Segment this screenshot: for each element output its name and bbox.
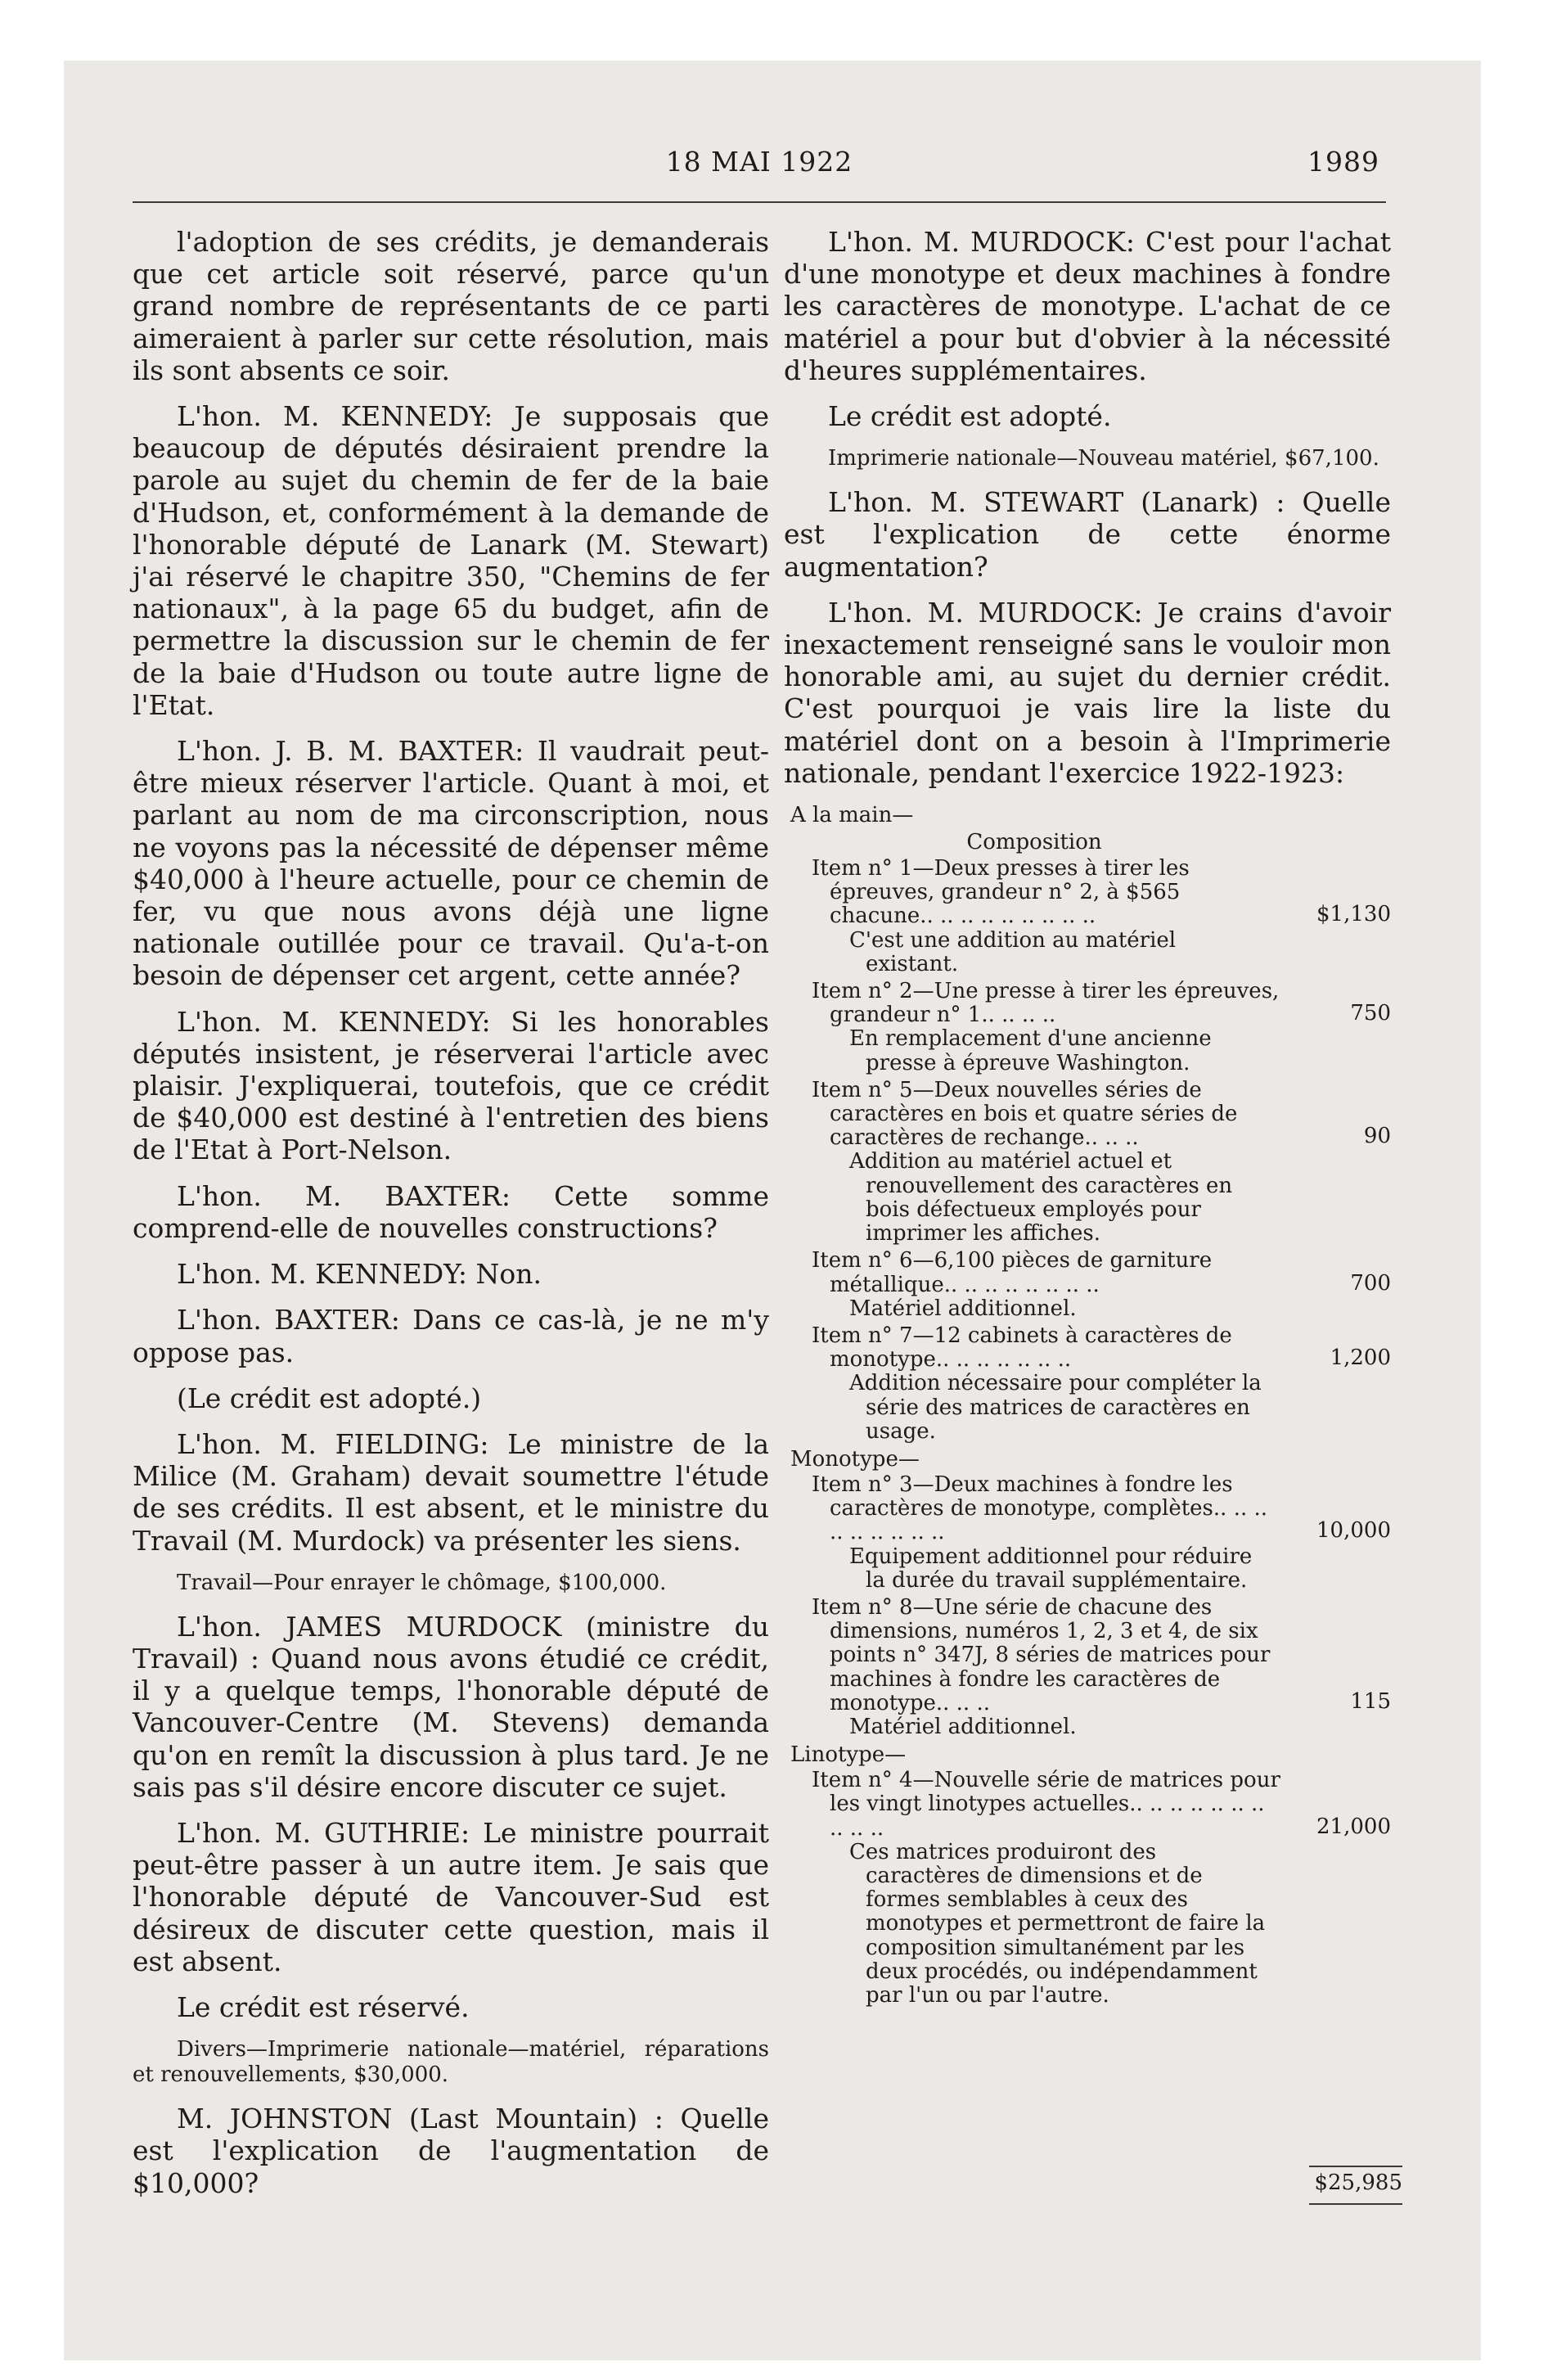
total-bottom-rule (1309, 2203, 1402, 2205)
item-description: Item n° 2—Une presse à tirer les épreuves, grandeur n° 1.. .. .. .. (812, 979, 1280, 1028)
item-amount: 90 (1363, 1124, 1391, 1149)
paragraph: L'hon. M. GUTHRIE: Le ministre pourrait peut-être passer à un autre item. Je sais que l'honorable député de Vancouver-Sud est désireux de discuter cette question, mais il est absent. (133, 1816, 769, 1977)
expense-item (784, 1769, 1391, 1841)
item-note: Addition nécessaire pour compléter la série des matrices de caractères en usage. (849, 1371, 1262, 1444)
paragraph: L'hon. BAXTER: Dans ce cas-là, je ne m'y oppose pas. (133, 1304, 769, 1368)
expense-item (784, 857, 1391, 929)
item-amount: 700 (1350, 1270, 1391, 1296)
item-note: Equipement additionnel pour réduire la durée du travail supplémentaire. (849, 1544, 1253, 1593)
paragraph: L'hon. M. KENNEDY: Je supposais que beaucoup de députés désiraient prendre la parole au sujet du chemin de fer de la baie d'Hudson, et, conformément à la demande de l'honorable député de Lanark (M. Stewart) j'ai réservé le chapitre 350, "Chemins de fer nationaux", à la page 65 du budget, afin de permettre la discussion sur le chemin de fer de la baie d'Hudson ou toute autre ligne de l'Etat. (133, 400, 769, 721)
paragraph: L'hon. M. KENNEDY: Si les honorables députés insistent, je réserverai l'article avec plaisir. J'expliquerai, toutefois, que ce crédit de $40,000 est destiné à l'entretien des biens de l'Etat à Port-Nelson. (133, 1005, 769, 1166)
paragraph: L'hon. JAMES MURDOCK (ministre du Travail) : Quand nous avons étudié ce crédit, il y a quelque temps, l'honorable député de Vancouver-Centre (M. Stevens) demanda qu'on en remît la discussion à plus tard. Je ne sais pas s'il désire encore discuter ce sujet. (133, 1610, 769, 1803)
category-label: Monotype— (790, 1446, 920, 1472)
item-amount: 10,000 (1316, 1518, 1391, 1544)
paragraph: L'hon. M. KENNEDY: Non. (177, 1258, 542, 1291)
item-description: Item n° 6—6,100 pièces de garniture métallique.. .. .. .. .. .. .. .. (812, 1248, 1213, 1297)
item-description: Item n° 5—Deux nouvelles séries de caractères en bois et quatre séries de caractères de rechange.. .. .. (812, 1077, 1238, 1151)
expense-item (784, 1079, 1391, 1151)
item-note: Matériel additionnel. (849, 1714, 1077, 1739)
expense-item (784, 980, 1391, 1027)
category-label: A la main— (790, 803, 914, 828)
right-column (784, 226, 1391, 2011)
paragraph: L'hon. M. BAXTER: Cette somme comprend-elle de nouvelles constructions? (133, 1179, 769, 1244)
expense-item (784, 1249, 1391, 1296)
item-amount: $1,130 (1316, 902, 1391, 927)
item-description: Item n° 4—Nouvelle série de matrices pour les vingt linotypes actuelles.. .. .. .. .. .. .. .. .. .. (812, 1768, 1280, 1841)
item-description: Item n° 8—Une série de chacune des dimensions, numéros 1, 2, 3 et 4, de six points n° 347J, 8 séries de matrices pour machines à fondre les caractères de monotype.. .. .. (812, 1594, 1271, 1715)
page-number: 1989 (1307, 146, 1379, 178)
paragraph: L'hon. M. MURDOCK: C'est pour l'achat d'une monotype et deux machines à fondre les caractères de monotype. L'achat de ce matériel a pour but d'obvier à la nécessité d'heures supplémentaires. (784, 226, 1391, 386)
item-note: Ces matrices produiront des caractères de dimensions et de formes semblables à ceux des monotypes et permettront de faire la composition simultanément par les deux procédés, ou indépendamment par l'un ou par l'autre. (849, 1839, 1266, 2008)
paragraph: l'adoption de ses crédits, je demanderais que cet article soit réservé, parce qu'un grand nombre de représentants de ce parti aimeraient à parler sur cette résolution, mais ils sont absents ce soir. (133, 226, 769, 386)
paragraph: L'hon. J. B. M. BAXTER: Il vaudrait peut-être mieux réserver l'article. Quant à moi, et parlant au nom de ma circonscription, nous ne voyons pas la nécessité de dépenser même $40,000 à l'heure actuelle, pour ce chemin de fer, vu que nous avons déjà une ligne nationale outillée pour ce travail. Qu'a-t-on besoin de dépenser cet argent, cette année? (133, 735, 769, 992)
paragraph: L'hon. M. STEWART (Lanark) : Quelle est l'explication de cette énorme augmentation? (784, 486, 1391, 583)
paragraph: L'hon. M. FIELDING: Le ministre de la Milice (M. Graham) devait soumettre l'étude de ses crédits. Il est absent, et le ministre du Travail (M. Murdock) va présenter les siens. (133, 1427, 769, 1557)
total-amount: $25,985 (1314, 2170, 1402, 2195)
item-amount: 21,000 (1316, 1814, 1391, 1839)
vote-heading: Travail—Pour enrayer le chômage, $100,000. (177, 1570, 667, 1595)
item-description: Item n° 3—Deux machines à fondre les caractères de monotype, complètes.. .. .. .. .. .. .. .. .. (812, 1472, 1268, 1545)
paragraph: M. JOHNSTON (Last Mountain) : Quelle est l'explication de l'augmentation de $10,000? (133, 2103, 769, 2199)
item-description: Item n° 7—12 cabinets à caractères de monotype.. .. .. .. .. .. .. (812, 1323, 1232, 1373)
vote-heading: Imprimerie nationale—Nouveau matériel, $67,100. (828, 446, 1379, 471)
paragraph: L'hon. M. MURDOCK: Je crains d'avoir inexactement renseigné sans le vouloir mon honorable ami, au sujet du dernier crédit. C'est pourquoi je vais lire la liste du matériel dont on a besoin à l'Imprimerie nationale, pendant l'exercice 1922-1923: (784, 596, 1391, 789)
item-amount: 1,200 (1330, 1346, 1391, 1371)
paragraph: (Le crédit est adopté.) (177, 1382, 482, 1414)
expense-item (784, 1473, 1391, 1545)
total-top-rule (1309, 2166, 1402, 2167)
page-header (133, 146, 1386, 185)
header-rule (133, 201, 1386, 203)
item-description: Item n° 1—Deux presses à tirer les épreuves, grandeur n° 2, à $565 chacune.. .. .. .. .. .. .. .. .. (812, 856, 1190, 929)
section-subheading: Composition (966, 830, 1102, 855)
item-amount: 750 (1350, 1001, 1391, 1026)
paragraph: Le crédit est adopté. (828, 400, 1112, 433)
vote-heading: Divers—Imprimerie nationale—matériel, réparations et renouvellements, $30,000. (133, 2037, 769, 2088)
page-date: 18 MAI 1922 (665, 146, 853, 178)
item-note: Matériel additionnel. (849, 1296, 1077, 1321)
expense-item (784, 1596, 1391, 1715)
item-note: En remplacement d'une ancienne presse à épreuve Washington. (849, 1026, 1212, 1075)
item-note: Addition au matériel actuel et renouvellement des caractères en bois défectueux employés pour imprimer les affiches. (849, 1149, 1233, 1246)
item-note: C'est une addition au matériel existant. (849, 927, 1177, 976)
left-column (133, 226, 769, 2213)
paragraph: Le crédit est réservé. (177, 1990, 470, 2023)
category-label: Linotype— (790, 1742, 907, 1768)
item-amount: 115 (1350, 1688, 1391, 1714)
expense-item (784, 1324, 1391, 1372)
